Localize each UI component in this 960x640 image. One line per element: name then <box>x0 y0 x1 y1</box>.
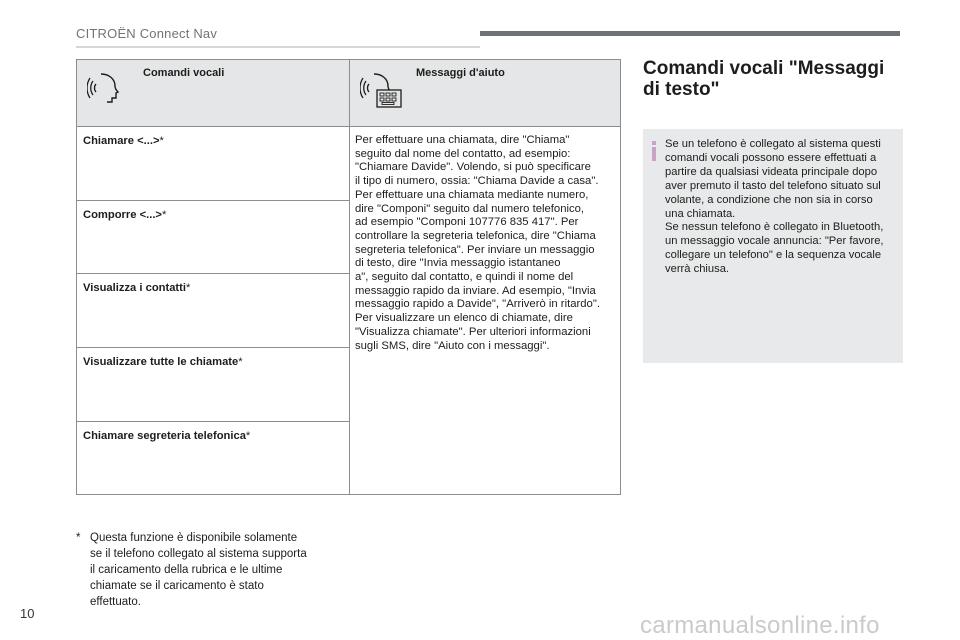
command-label: Visualizzare tutte le chiamate <box>83 356 239 368</box>
footnote-text: Questa funzione è disponibile solamente se il telefono collegato al sistema supporta il caricamento della rubrica e le ultime chiamate se il caricamento è stato effettuato. <box>90 532 307 608</box>
voice-commands-table <box>76 59 621 495</box>
command-cell: Comporre <...>* <box>77 201 350 274</box>
info-text: Se un telefono è collegato al sistema questi comandi vocali possono essere effettuati a partire da qualsiasi videata principale dopo aver premuto il tasto del telefono situato sul volante, a condizione che non sia in corso una chiamata. Se nessun telefono è collegato in Bluetooth, un messaggio vocale annuncia: "Per favore, collegare un telefono" e la sequenza vocale verrà chiusa. <box>665 138 884 276</box>
header-rule <box>76 46 480 48</box>
section-title: Comandi vocali "Messaggi di testo" <box>643 58 885 100</box>
header-tab-bar <box>480 31 900 36</box>
command-cell: Chiamare <...>* <box>77 127 350 201</box>
header-title: CITROËN Connect Nav <box>76 26 218 41</box>
info-box <box>643 129 903 363</box>
col-header-commands <box>77 60 350 127</box>
command-label: Chiamare <...> <box>83 135 160 147</box>
voice-help-keyboard-icon <box>360 70 404 110</box>
watermark: carmanualsonline.info <box>640 612 880 639</box>
command-label: Comporre <...> <box>83 209 162 221</box>
command-cell: Visualizzare tutte le chiamate* <box>77 348 350 422</box>
page-number: 10 <box>20 606 35 621</box>
command-cell: Chiamare segreteria telefonica* <box>77 422 350 495</box>
col-header-commands-label: Comandi vocali <box>143 67 225 79</box>
command-cell: Visualizza i contatti* <box>77 274 350 348</box>
col-header-help-label: Messaggi d'aiuto <box>416 67 505 79</box>
footnote <box>76 530 346 610</box>
info-icon <box>651 141 657 161</box>
voice-command-icon <box>87 70 121 106</box>
command-label: Chiamare segreteria telefonica <box>83 430 246 442</box>
help-message-cell: Per effettuare una chiamata, dire "Chiama" seguito dal nome del contatto, ad esempio: "Chiamare Davide". Volendo, si può specificare il tipo di numero, ossia: "Chiama Davide a casa". Per effettuare una chiamata mediante numero, dire "Componi" seguito dal numero telefonico, ad esempio "Componi 107776 835 417". Per controllare la segreteria telefonica, dire "Chiama segreteria telefonica". Per inviare un messaggio di testo, dire "Invia messaggio istantaneo a", seguito dal contatto, e quindi il nome del messaggio rapido da inviare. Ad esempio, "Invia messaggio rapido a Davide", "Arriverò in ritardo". Per visualizzare un elenco di chiamate, dire "Visualizza chiamate". Per ulteriori informazioni sugli SMS, dire "Aiuto con i messaggi". <box>350 127 621 495</box>
footnote-mark: * <box>76 532 81 544</box>
command-label: Visualizza i contatti <box>83 282 186 294</box>
col-header-help <box>350 60 621 127</box>
